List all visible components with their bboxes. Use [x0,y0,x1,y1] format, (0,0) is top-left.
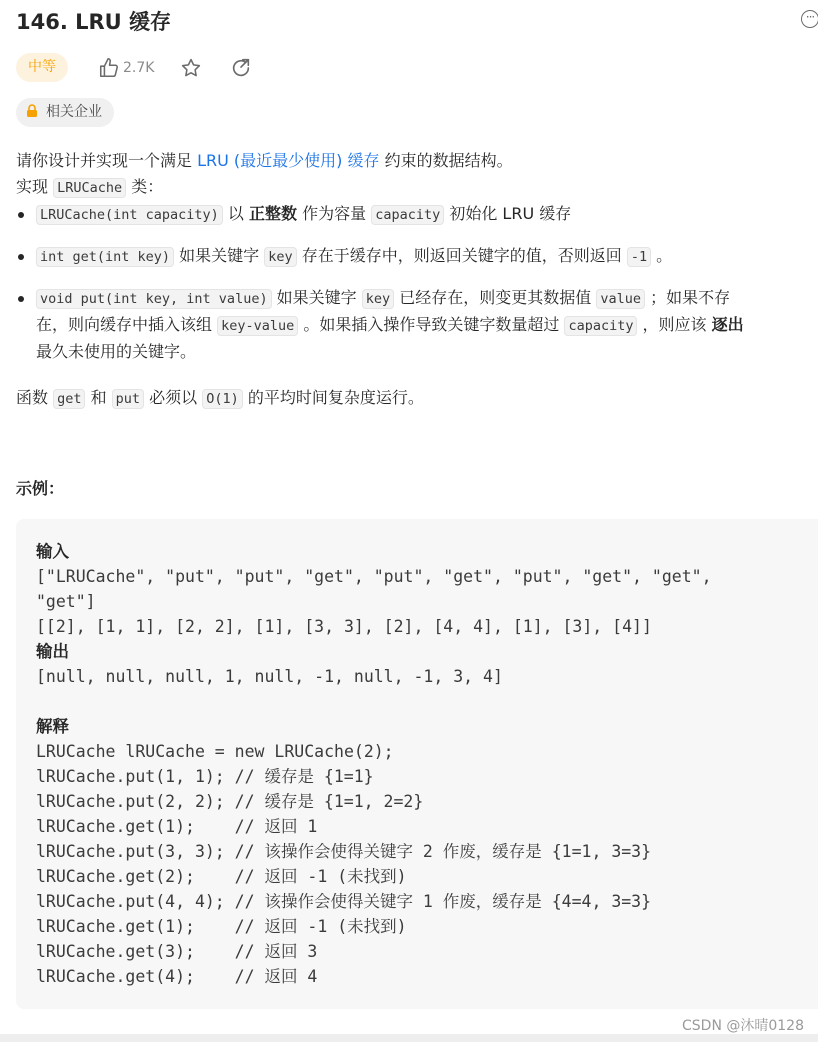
input-line: [[2], [1, 1], [2, 2], [1], [3, 3], [2], [4, 4], [1], [3], [4]] [36,617,652,636]
bold-text: 逐出 [711,315,744,334]
explain-line: lRUCache.get(3); // 返回 3 [36,942,318,961]
explain-line: lRUCache.get(1); // 返回 1 [36,817,318,836]
difficulty-badge[interactable]: 中等 [16,53,68,82]
item-text: 已经存在，则变更其数据值 [394,288,597,307]
get-code: get [53,389,85,409]
explain-line: lRUCache.put(2, 2); // 缓存是 {1=1, 2=2} [36,792,424,811]
key-code: key [362,289,394,309]
complexity-text: 和 [85,388,112,407]
explain-line: lRUCache.get(4); // 返回 4 [36,967,318,986]
problem-description [16,148,814,412]
example-block [16,519,818,1009]
input-line: "get"] [36,592,96,611]
like-count: 2.7K [123,60,155,76]
item-text: 存在于缓存中，则返回关键字的值，否则返回 [296,246,627,265]
intro-suffix: 约束的数据结构。 [379,151,513,170]
example-code [36,539,712,989]
bold-text: 正整数 [249,204,298,223]
get-signature-code: int get(int key) [36,247,174,267]
complexity-text: 必须以 [144,388,203,407]
put-line-1 [36,285,814,312]
input-label: 输入 [36,542,69,561]
explain-line: lRUCache.get(1); // 返回 -1 (未找到) [36,917,407,936]
constructor-code: LRUCache(int capacity) [36,205,223,225]
list-item [16,201,814,228]
value-code: value [596,289,645,309]
method-list [16,201,814,365]
related-companies-tag[interactable] [16,98,114,127]
thumbs-up-icon [98,57,120,79]
item-text: ，则应该 [637,315,712,334]
key-code: key [264,247,296,267]
put-code: put [112,389,144,409]
capacity-code: capacity [564,316,637,336]
problem-meta-row [16,53,316,83]
item-text: 。如果插入操作导致关键字数量超过 [298,315,565,334]
list-item [16,285,814,365]
more-icon[interactable]: ··· [801,10,818,28]
complexity-text: 的平均时间复杂度运行。 [242,388,424,407]
put-signature-code: void put(int key, int value) [36,289,272,309]
intro-text: 请你设计并实现一个满足 [16,151,198,170]
lru-link[interactable]: LRU (最近最少使用) 缓存 [197,151,380,170]
put-line-3: 最久未使用的关键字。 [36,342,197,361]
related-companies-label: 相关企业 [46,104,102,120]
star-icon[interactable] [180,57,202,79]
output-line: [null, null, null, 1, null, -1, null, -1, 3, 4] [36,667,503,686]
problem-title: 146. LRU 缓存 [16,10,172,34]
big-o-code: O(1) [202,389,243,409]
minus-one-code: -1 [627,247,651,267]
key-value-code: key-value [217,316,298,336]
input-line: ["LRUCache", "put", "put", "get", "put", "get", "put", "get", "get", [36,567,712,586]
item-text: ；如果不存 [644,288,731,307]
item-text: 如果关键字 [271,288,362,307]
put-line-2 [36,312,814,339]
list-item [16,243,814,270]
explain-line: lRUCache.put(3, 3); // 该操作会使得关键字 2 作废，缓存是 {1=1, 3=3} [36,842,652,861]
item-text: 初始化 LRU 缓存 [444,204,572,223]
item-text: 以 [222,204,249,223]
watermark: CSDN @沐晴0128 [682,1018,804,1034]
explain-line: LRUCache lRUCache = new LRUCache(2); [36,742,394,761]
implement-line [16,174,814,201]
output-label: 输出 [36,642,69,661]
lock-icon [26,104,38,117]
explain-line: lRUCache.put(1, 1); // 缓存是 {1=1} [36,767,374,786]
explain-line: lRUCache.get(2); // 返回 -1 (未找到) [36,867,407,886]
implement-suffix: 类： [126,177,164,196]
example-title: 示例： [16,479,65,498]
bottom-scroll-bar [0,1034,818,1042]
intro-line [16,148,814,174]
capacity-code: capacity [371,205,444,225]
item-text: 如果关键字 [174,246,265,265]
class-name-code: LRUCache [53,178,126,198]
share-icon[interactable] [230,57,252,79]
explain-label: 解释 [36,717,69,736]
item-text: 在，则向缓存中插入该组 [36,315,218,334]
implement-text: 实现 [16,177,54,196]
explain-line: lRUCache.put(4, 4); // 该操作会使得关键字 1 作废，缓存是 {4=4, 3=3} [36,892,652,911]
item-text: 。 [651,246,673,265]
complexity-text: 函数 [16,388,54,407]
item-text: 作为容量 [297,204,372,223]
complexity-line [16,385,814,412]
